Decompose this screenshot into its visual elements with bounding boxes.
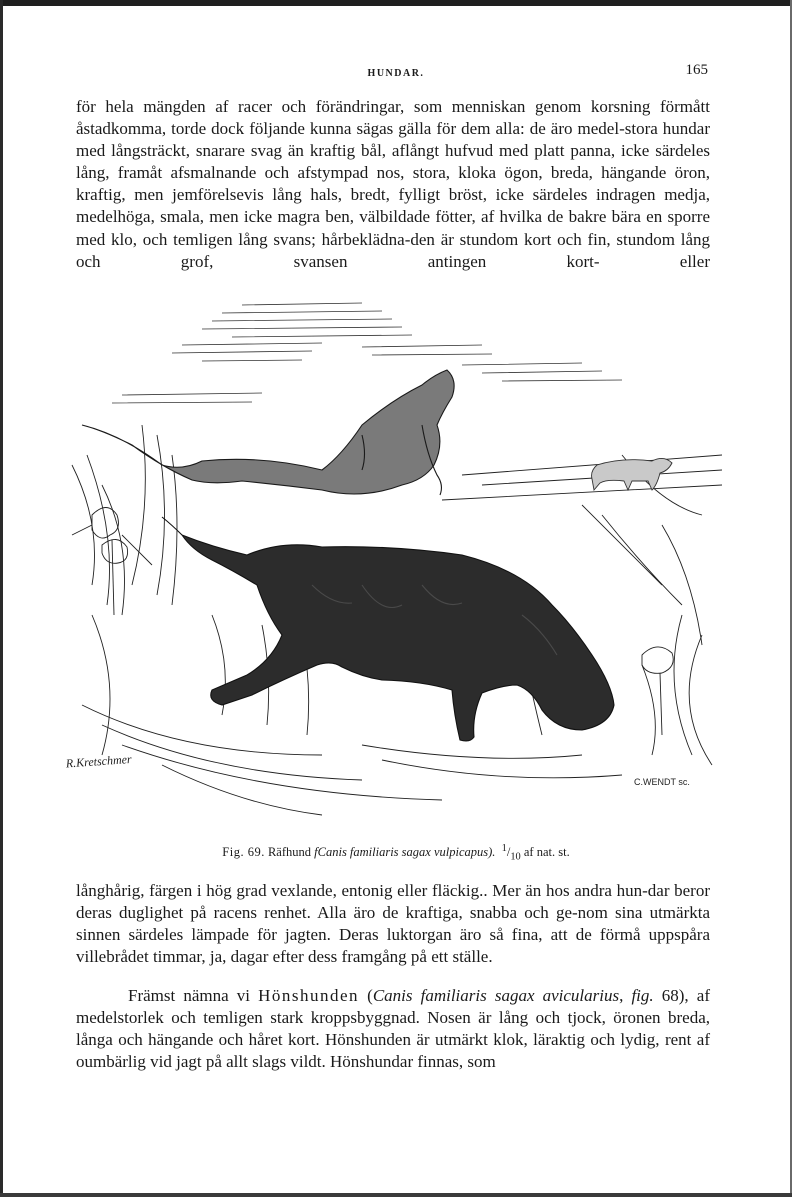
hound-engraving-illustration (62, 285, 722, 830)
running-title: HUNDAR. (367, 68, 425, 79)
para3-fig: fig. (631, 986, 654, 1005)
paragraph-1: för hela mängden af racer och förändringar, som menniskan genom korsning förmått åstadkomma, torde dock följande kunna sägas gälla för dem alla: de äro medel-stora hundar med långsträckt, snarare svag än kraftig bål, aflångt hufvud med platt panna, icke särdeles lång, framåt afsmalnande och afstympad nos, stora, kloka ögon, breda, hängande öron, kraftig, men jemförelsevis lång hals, bredt, fylligt bröst, icke särdeles indragen medja, medelhöga, smala, men icke magra ben, välbildade fötter, af hvilka de bakre bära en sporre med klo, och temligen lång svans; hårbeklädna-den är stundom kort och fin, stundom lång och grof, svansen antingen kort- eller (76, 97, 710, 271)
page-number: 165 (685, 62, 708, 78)
para3-lead: Främst nämna vi (128, 986, 259, 1005)
scan-edge-top (0, 0, 792, 6)
sky-hatching (112, 303, 622, 403)
caption-scale-numerator: 1 (501, 843, 507, 854)
para3-fig-prefix: , (619, 986, 632, 1005)
foreground-hound (162, 517, 614, 741)
caption-scale-text: af nat. st. (520, 845, 570, 860)
caption-scale-denominator: 10 (510, 851, 521, 863)
para3-open: ( (359, 986, 373, 1005)
caption-name: Räfhund (264, 845, 315, 860)
engraver-signature-right: C.WENDT sc. (634, 777, 690, 787)
para3-term: Hönshunden (258, 986, 360, 1005)
para3-fig-ref: 68), (653, 986, 689, 1005)
caption-latin: fCanis familiaris sagax vulpicapus). (314, 845, 496, 860)
caption-label: Fig. 69. (222, 845, 265, 860)
scan-edge-left (0, 0, 3, 1197)
para3-rest: af medelstorlek och temligen stark kroppsbyggnad. Nosen är lång och tjock, öronen breda, långa och hängande och håret kort. Hönshunden är utmärkt klok, läraktig och lydig, rent af oumbärlig vid jagt på allt slags vildt. Hönshundar finnas, som (76, 986, 710, 1072)
para3-latin: Canis familiaris sagax avicularius (372, 986, 620, 1005)
small-distant-dog (592, 458, 672, 490)
figure-caption: Fig. 69. Räfhund fCanis familiaris sagax vulpicapus). $^1/_{10}$ af nat. st. (222, 843, 570, 863)
running-hound (82, 370, 454, 495)
paragraph-2: långhårig, färgen i hög grad vexlande, entonig eller fläckig.. Mer än hos andra hun-dar beror deras duglighet på racens renhet. Alla äro de kraftiga, snabba och ge-nom sina utmärkta sinnen särdeles lämpade för jagten. Deras luktorgan äro så fina, att de förmå uppspåra villebrådet timmar, ja, dagar efter dess framgång på ett ställe. (76, 881, 710, 967)
paragraph-3 (76, 985, 710, 1073)
engraver-signature-left: R.Kretschmer (65, 751, 133, 771)
scan-edge-bottom (0, 1193, 792, 1197)
